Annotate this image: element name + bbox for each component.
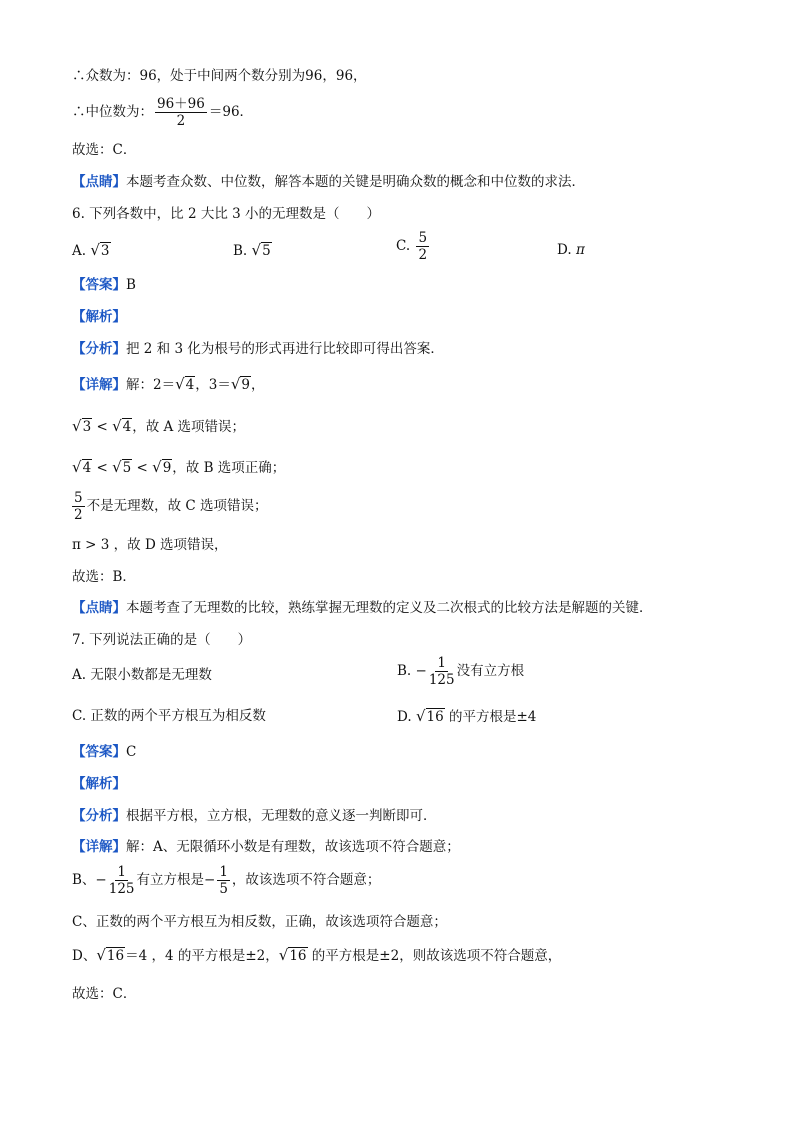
- sqrt: √9: [230, 375, 250, 393]
- text-fragment: ，3＝: [195, 377, 231, 393]
- step-b: [72, 457, 285, 478]
- fraction: [416, 230, 429, 263]
- step-a: [72, 416, 245, 437]
- answer-7: [72, 742, 136, 762]
- text-fragment: 有立方根是−: [136, 872, 216, 888]
- fraction-numerator: 5: [74, 490, 83, 506]
- question-6: 6. 下列各数中，比 2 大比 3 小的无理数是（ ）: [72, 206, 381, 222]
- text-fragment: <: [92, 419, 113, 435]
- section-tag: 【详解】: [72, 377, 126, 393]
- text-fragment: 根据平方根，立方根，无理数的意义逐一判断即可．: [126, 808, 437, 824]
- fraction-denominator: 125: [108, 881, 135, 897]
- text-line: 故选：C．: [72, 142, 137, 158]
- text-fragment: D、: [72, 948, 97, 964]
- comment-6: [72, 598, 653, 618]
- option-label: B.: [233, 243, 248, 259]
- answer-value: B: [126, 277, 136, 293]
- section-tag: 【详解】: [72, 839, 126, 855]
- fenxi-7: [72, 806, 437, 826]
- comment-line: [72, 172, 585, 192]
- sqrt: √5: [112, 458, 132, 476]
- text-fragment: ，故 B 选项正确；: [172, 460, 286, 476]
- sqrt: √3: [72, 417, 92, 435]
- option-c: C. 正数的两个平方根互为相反数: [72, 708, 266, 724]
- fraction: [429, 655, 455, 688]
- fraction-numerator: 1: [437, 655, 447, 671]
- text-fragment: 本题考查了无理数的比较，熟练掌握无理数的定义及二次根式的比较方法是解题的关键．: [126, 600, 653, 616]
- text-fragment: 本题考查众数、中位数，解答本题的关键是明确众数的概念和中位数的求法．: [126, 174, 585, 190]
- text-fragment: ，故 A 选项错误；: [132, 419, 246, 435]
- text-fragment: ，: [251, 377, 265, 393]
- text-fragment: ∴中位数为：: [72, 104, 153, 120]
- option-label: D.: [397, 709, 412, 725]
- sqrt-arg: 9: [241, 377, 250, 393]
- fraction-numerator: 1: [117, 864, 126, 880]
- sqrt: √4: [175, 375, 195, 393]
- option-label: C.: [396, 238, 411, 254]
- answer-6: [72, 275, 136, 295]
- option-label: A.: [72, 243, 87, 259]
- text-fragment: 解：2＝: [126, 377, 176, 393]
- sqrt: √3: [90, 241, 110, 259]
- fraction: [217, 864, 230, 897]
- section-tag: 【答案】: [72, 744, 126, 760]
- option-b-analysis: [72, 864, 380, 897]
- fraction-denominator: 2: [74, 507, 83, 523]
- step-d: π > 3 ，故 D 选项错误，: [72, 537, 228, 553]
- fraction-denominator: 5: [219, 881, 228, 897]
- sqrt-arg: 4: [82, 460, 92, 476]
- xiangjie-7: [72, 837, 460, 857]
- sqrt: √16: [278, 946, 307, 964]
- section-tag: 【解析】: [72, 776, 126, 792]
- question-7: 7. 下列说法正确的是（ ）: [72, 632, 252, 648]
- fraction: [155, 96, 207, 129]
- section-tag: 【分析】: [72, 341, 126, 357]
- sqrt-arg: 3: [82, 419, 92, 435]
- sqrt-arg: 9: [162, 460, 172, 476]
- sqrt-arg: 4: [122, 419, 132, 435]
- sqrt: √9: [152, 458, 172, 476]
- option-label: B. −: [397, 663, 427, 679]
- sqrt: √4: [112, 417, 132, 435]
- sqrt-arg: 4: [185, 377, 195, 393]
- fraction-numerator: 5: [418, 230, 428, 246]
- option-b: [397, 655, 524, 688]
- option-d-analysis: [72, 945, 561, 966]
- text-fragment: <: [92, 460, 113, 476]
- sqrt: √5: [251, 241, 271, 259]
- option-c: [396, 230, 431, 263]
- analysis-6-heading: [72, 307, 126, 327]
- fraction: [72, 490, 85, 523]
- option-c-analysis: C、正数的两个平方根互为相反数，正确，故该选项符合题意；: [72, 914, 447, 930]
- text-fragment: ＝96．: [208, 104, 254, 120]
- text-fragment: 把 2 和 3 化为根号的形式再进行比较即可得出答案．: [126, 341, 444, 357]
- fraction-denominator: 125: [428, 672, 455, 688]
- section-tag: 【点睛】: [72, 600, 126, 616]
- sqrt-arg: 5: [262, 243, 271, 259]
- text-fragment: 的平方根是±2，则故该选项不符合题意，: [307, 948, 562, 964]
- fraction-denominator: 2: [418, 247, 428, 263]
- sqrt: √4: [72, 458, 92, 476]
- text-fragment: ＝4 ，4 的平方根是±2，: [125, 948, 279, 964]
- text-fragment: ，故该选项不符合题意；: [231, 872, 381, 888]
- xiangjie-6: [72, 374, 265, 395]
- text-fragment: B、−: [72, 872, 107, 888]
- option-d: [557, 240, 585, 260]
- select-7: 故选：C．: [72, 986, 137, 1002]
- section-tag: 【点睛】: [72, 174, 126, 190]
- sqrt-arg: 5: [122, 460, 132, 476]
- text-line: ∴众数为：96，处于中间两个数分别为96，96，: [72, 68, 367, 84]
- text-fragment: 解：A、无限循环小数是有理数，故该选项不符合题意；: [126, 839, 460, 855]
- section-tag: 【答案】: [72, 277, 126, 293]
- analysis-7-heading: [72, 774, 126, 794]
- sqrt-arg: 16: [289, 948, 307, 964]
- select-6: 故选：B．: [72, 569, 136, 585]
- sqrt-arg: 16: [426, 709, 444, 725]
- sqrt: √16: [96, 946, 125, 964]
- step-c: [72, 490, 268, 523]
- option-value: π: [575, 242, 585, 258]
- option-d: [397, 706, 536, 727]
- option-a: [72, 240, 111, 261]
- text-fragment: 没有立方根: [456, 663, 525, 679]
- section-tag: 【分析】: [72, 808, 126, 824]
- section-tag: 【解析】: [72, 309, 126, 325]
- fenxi-6: [72, 339, 444, 359]
- fraction-numerator: 96＋96: [157, 96, 205, 112]
- median-formula-line: [72, 96, 253, 129]
- sqrt: √16: [415, 707, 444, 725]
- option-a: A. 无限小数都是无理数: [72, 667, 212, 683]
- text-fragment: 的平方根是±4: [444, 709, 537, 725]
- text-fragment: <: [132, 460, 153, 476]
- sqrt-arg: 16: [106, 948, 125, 964]
- sqrt-arg: 3: [100, 243, 110, 259]
- fraction-denominator: 2: [176, 113, 186, 129]
- option-b: [233, 240, 272, 261]
- answer-value: C: [126, 744, 137, 760]
- fraction-numerator: 1: [219, 864, 228, 880]
- fraction: [109, 864, 135, 897]
- text-fragment: 不是无理数，故 C 选项错误；: [86, 498, 268, 514]
- option-label: D.: [557, 242, 572, 258]
